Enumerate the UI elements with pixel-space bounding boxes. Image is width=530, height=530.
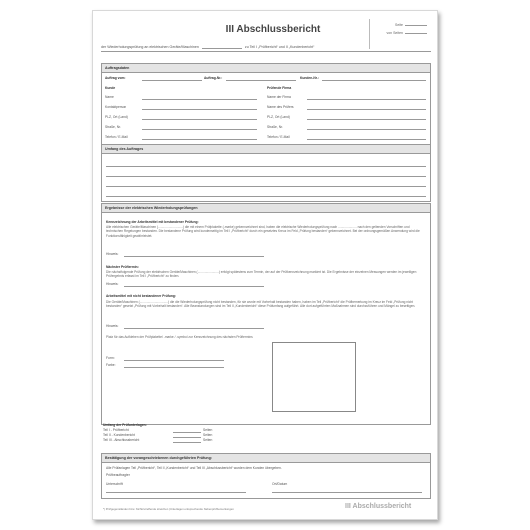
section-heading: Umfang des Auftrages [102, 145, 430, 154]
umfang-section [101, 144, 431, 202]
umfang-line[interactable] [106, 186, 426, 187]
bestaetigung-section [101, 453, 431, 499]
subtitle-fill-line[interactable] [202, 46, 242, 49]
kunde-field-label: Kontaktperson [105, 105, 127, 109]
kennzeichnung-hinweis-field[interactable] [124, 256, 264, 257]
footnote: *) Prüfgegenständen bzw. Nichtzutreffende streichen (Unterlagen entsprechende Nebenprüfbemerkungen [103, 507, 234, 511]
firma-telefon-field[interactable] [307, 139, 426, 140]
auftrag-vom-label: Auftrag vom: [105, 76, 126, 80]
form-field[interactable] [124, 360, 224, 361]
auftragsdaten-section [101, 63, 431, 145]
pruefunterlagen-row-label: Teil III - Abschlussbericht [103, 438, 140, 442]
kunde-kontakt-field[interactable] [142, 109, 257, 110]
subtitle-end: zu Teil I „Prüfbericht“ und II „Kundenbericht“ [244, 45, 315, 49]
firma-name-field[interactable] [307, 99, 426, 100]
unterschrift-field[interactable] [106, 492, 246, 493]
section-heading: Auftragsdaten [102, 64, 430, 73]
farbe-label: Farbe: [106, 363, 116, 367]
plakette-box[interactable] [272, 342, 356, 412]
firma-ort-field[interactable] [307, 119, 426, 120]
pruefunterlagen-row-suffix: Seiten [203, 428, 213, 432]
kunde-ort-field[interactable] [142, 119, 257, 120]
firma-field-label: Telefon / E-Mail [267, 135, 290, 139]
page-info [375, 21, 427, 37]
page-label: Seite [395, 23, 403, 27]
of-pages-row [375, 29, 427, 37]
section-heading: Ergebnisse der elektrischen Wiederholungsprüfungen [102, 204, 430, 213]
unterschrift-label: Unterschrift [106, 482, 123, 486]
firma-field-label: Name der Firma [267, 95, 291, 99]
page-number-field[interactable] [405, 23, 427, 26]
farbe-field[interactable] [124, 367, 224, 368]
page-label-row [375, 21, 427, 29]
pruefttermin-hinweis-field[interactable] [124, 286, 264, 287]
firma-field-label: Name des Prüfers [267, 105, 294, 109]
of-pages-label: von Seiten [386, 31, 403, 35]
total-pages-field[interactable] [405, 31, 427, 34]
kunde-name-field[interactable] [142, 99, 257, 100]
header-rule [101, 51, 431, 52]
nicht-bestanden-title: Arbeitsmittel mit nicht bestandener Prüfung: [106, 294, 176, 298]
ort-datum-label: Ort/Datum [272, 482, 288, 486]
kunden-nr-label: Kunden-Nr.: [300, 76, 319, 80]
pruefende-firma-label: Prüfende Firma [267, 86, 292, 90]
form-label: Form: [106, 356, 115, 360]
kennzeichnung-title: Kennzeichnung der Arbeitsmittel mit bestandener Prüfung: [106, 220, 199, 224]
ergebnisse-section [101, 203, 431, 425]
firma-strasse-field[interactable] [307, 129, 426, 130]
pruefttermin-title: Nächster Prüftermin: [106, 265, 139, 269]
auftrag-nr-field[interactable] [226, 80, 296, 81]
umfang-line[interactable] [106, 176, 426, 177]
pruefunterlagen-count-field[interactable] [173, 437, 201, 438]
document-subtitle [101, 45, 391, 49]
plakette-text: Platz für das Aufkleben der Prüfplakette/ -marke / -symbol zur Kennzeichnung des nächsten Prüftermins [106, 335, 253, 339]
bestaetigung-text: Alle Prüfanlagen Teil „Prüfbericht“, Teil II „Kundenbericht“ und Teil III „Abschlussbericht“ wurden dem Kunden übergeben. [106, 466, 282, 470]
pruefunterlagen-count-field[interactable] [173, 432, 201, 433]
kunde-strasse-field[interactable] [142, 129, 257, 130]
auftrag-nr-label: Auftrag-Nr.: [204, 76, 223, 80]
pruefunterlagen-row-label: Teil I - Prüfbericht [103, 428, 129, 432]
umfang-line[interactable] [106, 166, 426, 167]
pruefunterlagen-count-field[interactable] [173, 442, 201, 443]
kennzeichnung-hinweis-label: Hinweis: [106, 252, 119, 256]
nicht-bestanden-hinweis-label: Hinweis: [106, 324, 119, 328]
firma-field-label: Straße, Nr. [267, 125, 283, 129]
footer-title: III Abschlussbericht [345, 503, 412, 510]
kunde-telefon-field[interactable] [142, 139, 257, 140]
pruefttermin-text: Die nächstfolgende Prüfung der elektrischen Geräte/Maschinen (........................) erfolgt spätestens zum Termin, der auf der Prüfkennzeichnung markiert ist. Die Ergebnisse der einzelnen Messungen werden im jeweiligen Prüfergebnis erfasst im Teil I „Prüfbericht“ zu finden. [106, 270, 417, 279]
kunde-field-label: Straße, Nr. [105, 125, 121, 129]
kunden-nr-field[interactable] [322, 80, 426, 81]
kunde-field-label: Telefon / E-Mail [105, 135, 128, 139]
nicht-bestanden-text: Die Geräte/Maschinen (................................) die die Wiederholungsprüfung nicht bestanden, für sie wurde mit Vorbehalt bestanden haben, haben im Teil „Prüfbericht“ die Prüfbemerkung im Kreuz im Feld „Prüfung nicht bestanden“ gesetzt „Prüfung mit Vorbehalt bestanden“. Alle Beanstandungen sind im Teil II „Kundenbericht“ diese Prüfumfang aufgeführt. Alle dort aufgeführten Maßnahmen sind durchzuführen und Mängel zu beseitigen. [106, 300, 416, 309]
kennzeichnung-text: Alle elektrischen Geräte/Maschinen (............................) die mit einem Prüfplakette (-marke) gekennzeichnet sind, haben die elektrische Wiederholungsprüfung nach ..................... nach den geltenden Vorschriften und technischen Regelungen bestanden. Die bestandene Prüfung wird kundenseitig im Teil I „Prüfbericht“ durch ein gesetztes Kreuz im Feld „Prüfung bestanden“ gekennzeichnet. Bei der ordnungsgemäßen Anwendung wird die Funktionsfähigkeit gewährleistet. [106, 225, 420, 238]
nicht-bestanden-hinweis-field[interactable] [124, 328, 264, 329]
subtitle-start: der Wiederholungsprüfung an elektrischen Geräte/Maschinen [101, 45, 199, 49]
document-title: III Abschlussbericht [225, 24, 321, 35]
section-heading: Bestätigung der vorangeschriebenen durchgeführten Prüfung: [102, 454, 430, 463]
pruefttermin-hinweis-label: Hinweis: [106, 282, 119, 286]
pruefunterlagen-heading: Umfang der Prüfunterlagen: [103, 423, 147, 427]
kunde-field-label: Name [105, 95, 114, 99]
umfang-line[interactable] [106, 196, 426, 197]
kunde-field-label: PLZ, Ort (Land) [105, 115, 128, 119]
kunde-label: Kunde [105, 86, 116, 90]
pruefbeauftragter-label: Prüfbeauftragter [106, 473, 130, 477]
document-page [92, 10, 438, 520]
auftrag-vom-field[interactable] [142, 80, 202, 81]
firma-field-label: PLZ, Ort (Land) [267, 115, 290, 119]
ort-datum-field[interactable] [272, 492, 422, 493]
pruefunterlagen-row-suffix: Seiten [203, 433, 213, 437]
pruefunterlagen-row-label: Teil II - Kundenbericht [103, 433, 135, 437]
firma-pruefer-field[interactable] [307, 109, 426, 110]
pruefunterlagen-row-suffix: Seiten [203, 438, 213, 442]
